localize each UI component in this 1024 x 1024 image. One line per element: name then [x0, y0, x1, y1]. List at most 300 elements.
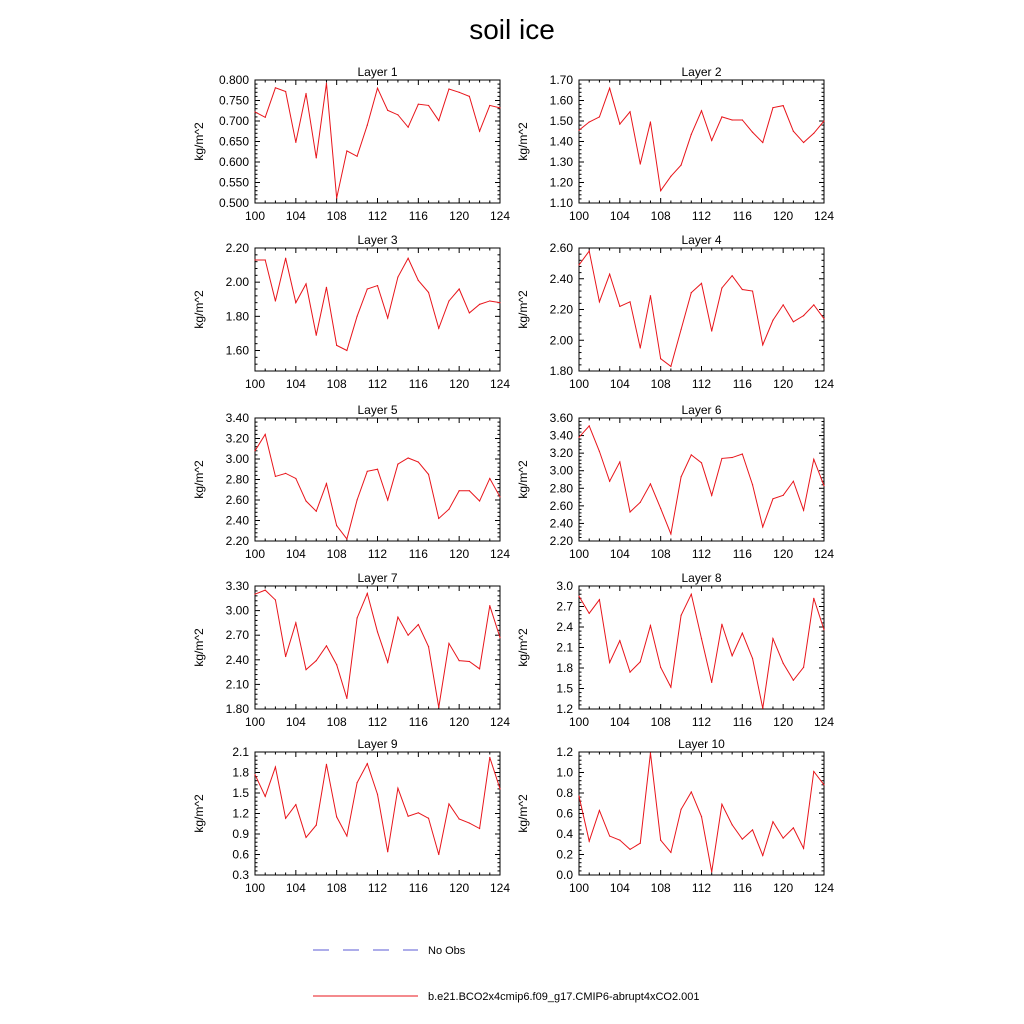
data-point [762, 708, 763, 709]
data-point [670, 687, 671, 688]
data-point [732, 655, 733, 656]
y-tick-label: 0.2 [556, 847, 573, 862]
data-point [742, 289, 743, 290]
x-tick-label: 104 [609, 715, 630, 729]
data-point [783, 105, 784, 106]
data-point [599, 810, 600, 811]
x-tick-label: 108 [650, 715, 671, 729]
data-point [254, 450, 255, 451]
x-tick-label: 124 [813, 377, 835, 391]
x-tick-label: 120 [449, 547, 470, 561]
data-point [275, 599, 276, 600]
data-point [428, 105, 429, 106]
data-point [721, 116, 722, 117]
plot-frame [255, 80, 500, 203]
data-point [438, 328, 439, 329]
data-point [783, 663, 784, 664]
data-point [742, 633, 743, 634]
x-tick-label: 120 [773, 547, 794, 561]
data-point [438, 707, 439, 708]
data-point [691, 594, 692, 595]
data-point [742, 119, 743, 120]
y-tick-label: 2.80 [549, 481, 573, 496]
data-point [793, 131, 794, 132]
data-point [479, 828, 480, 829]
x-tick-label: 100 [568, 881, 590, 895]
panel-layer-1 [192, 65, 510, 223]
data-point [265, 259, 266, 260]
data-point [367, 593, 368, 594]
y-tick-label: 2.40 [225, 652, 249, 667]
x-tick-label: 120 [773, 881, 794, 895]
data-point [599, 451, 600, 452]
y-tick-label: 1.2 [556, 745, 573, 759]
y-tick-label: 3.00 [225, 452, 249, 466]
data-point [772, 498, 773, 499]
data-point [609, 274, 610, 275]
data-point [823, 784, 824, 785]
data-point [599, 599, 600, 600]
data-point [629, 511, 630, 512]
data-point [459, 92, 460, 93]
data-point [275, 87, 276, 88]
data-point [619, 306, 620, 307]
data-point [316, 511, 317, 512]
data-point [387, 851, 388, 852]
data-point [428, 474, 429, 475]
y-axis-label: kg/m^2 [516, 122, 530, 161]
plot-frame [255, 418, 500, 541]
data-point [408, 816, 409, 817]
x-tick-label: 112 [691, 209, 712, 223]
data-point [305, 93, 306, 94]
data-point [316, 157, 317, 158]
panel-layer-3 [192, 233, 510, 391]
x-tick-label: 120 [449, 715, 470, 729]
data-point [803, 315, 804, 316]
y-tick-label: 3.20 [549, 446, 573, 461]
data-point [711, 330, 712, 331]
panel-layer-7 [192, 571, 510, 729]
data-point [670, 533, 671, 534]
x-tick-label: 116 [732, 547, 752, 561]
data-point [448, 803, 449, 804]
data-point [326, 83, 327, 84]
data-point [793, 481, 794, 482]
data-point [285, 818, 286, 819]
x-tick-label: 120 [449, 209, 470, 223]
y-tick-label: 2.1 [556, 640, 573, 655]
data-point [408, 127, 409, 128]
series-line-layer-1 [255, 83, 500, 198]
data-point [356, 316, 357, 317]
data-point [356, 156, 357, 157]
data-point [377, 631, 378, 632]
data-point [305, 500, 306, 501]
x-tick-label: 116 [408, 881, 428, 895]
data-point [813, 133, 814, 134]
data-point [721, 287, 722, 288]
data-point [367, 763, 368, 764]
data-point [752, 658, 753, 659]
data-point [275, 300, 276, 301]
y-axis-label: kg/m^2 [192, 794, 206, 833]
panel-title: Layer 7 [357, 571, 398, 585]
y-axis-label: kg/m^2 [192, 460, 206, 499]
y-tick-label: 3.0 [556, 579, 573, 593]
data-point [609, 662, 610, 663]
data-point [793, 680, 794, 681]
panel-layer-5 [192, 403, 510, 561]
data-point [387, 110, 388, 111]
data-point [813, 459, 814, 460]
data-point [691, 791, 692, 792]
x-tick-label: 112 [691, 715, 712, 729]
x-tick-label: 120 [449, 881, 470, 895]
data-point [701, 462, 702, 463]
x-tick-label: 116 [408, 377, 428, 391]
y-tick-label: 2.60 [549, 498, 573, 513]
y-tick-label: 1.2 [556, 702, 573, 716]
x-tick-label: 100 [568, 209, 590, 223]
panel-title: Layer 1 [357, 65, 398, 79]
y-tick-label: 2.7 [556, 599, 573, 614]
x-tick-label: 100 [244, 209, 266, 223]
data-point [489, 300, 490, 301]
data-point [803, 142, 804, 143]
panel-title: Layer 3 [357, 233, 398, 247]
x-tick-label: 100 [244, 715, 266, 729]
data-point [387, 317, 388, 318]
y-tick-label: 2.60 [225, 493, 249, 507]
y-tick-label: 0.800 [218, 73, 249, 87]
y-tick-label: 2.20 [225, 534, 249, 548]
y-tick-label: 1.2 [232, 806, 249, 821]
x-tick-label: 120 [449, 377, 470, 391]
data-point [823, 120, 824, 121]
legend-label-no-obs: No Obs [428, 945, 466, 957]
x-tick-label: 108 [650, 547, 671, 561]
data-point [629, 301, 630, 302]
x-tick-label: 116 [408, 715, 428, 729]
data-point [295, 142, 296, 143]
series-line-layer-5 [255, 434, 500, 539]
data-point [609, 835, 610, 836]
data-point [578, 264, 579, 265]
x-tick-label: 108 [326, 209, 347, 223]
panel-title: Layer 4 [681, 233, 722, 247]
y-tick-label: 1.70 [549, 73, 573, 87]
data-point [803, 667, 804, 668]
data-point [265, 117, 266, 118]
y-tick-label: 1.30 [549, 155, 573, 169]
y-tick-label: 1.80 [225, 309, 249, 324]
y-tick-label: 2.20 [549, 534, 573, 548]
y-axis-label: kg/m^2 [192, 122, 206, 161]
data-point [680, 476, 681, 477]
data-point [783, 838, 784, 839]
data-point [589, 613, 590, 614]
plot-frame [579, 752, 824, 875]
data-point [479, 500, 480, 501]
y-tick-label: 1.5 [556, 681, 573, 696]
panel-layer-6 [516, 403, 834, 561]
data-point [640, 163, 641, 164]
x-tick-label: 124 [489, 377, 511, 391]
data-point [813, 304, 814, 305]
data-point [499, 107, 500, 108]
data-point [752, 484, 753, 485]
x-tick-label: 116 [408, 209, 428, 223]
data-point [418, 280, 419, 281]
y-tick-label: 1.60 [225, 343, 249, 358]
x-tick-label: 104 [285, 715, 306, 729]
data-point [752, 290, 753, 291]
y-tick-label: 1.5 [232, 786, 249, 800]
panel-layer-2 [516, 65, 834, 223]
data-point [680, 615, 681, 616]
x-tick-label: 112 [367, 547, 388, 561]
series-line-layer-9 [255, 757, 500, 854]
data-point [418, 812, 419, 813]
data-point [438, 120, 439, 121]
panel-title: Layer 10 [678, 737, 725, 751]
x-tick-label: 116 [732, 209, 752, 223]
data-point [640, 843, 641, 844]
data-point [813, 771, 814, 772]
data-point [701, 110, 702, 111]
data-point [448, 643, 449, 644]
data-point [346, 835, 347, 836]
y-tick-label: 0.8 [556, 786, 573, 800]
y-tick-label: 0.3 [232, 868, 249, 882]
x-tick-label: 108 [650, 881, 671, 895]
data-point [387, 662, 388, 663]
data-point [813, 598, 814, 599]
y-tick-label: 1.60 [549, 93, 573, 108]
data-point [459, 660, 460, 661]
y-tick-label: 0.6 [556, 806, 573, 821]
x-tick-label: 100 [244, 881, 266, 895]
data-point [499, 302, 500, 303]
data-point [254, 594, 255, 595]
data-point [305, 283, 306, 284]
y-tick-label: 1.8 [232, 765, 249, 780]
data-point [660, 667, 661, 668]
data-point [578, 130, 579, 131]
x-tick-label: 116 [732, 715, 752, 729]
data-point [459, 818, 460, 819]
data-point [499, 788, 500, 789]
x-tick-label: 104 [609, 209, 630, 223]
data-point [629, 111, 630, 112]
legend-label-model: b.e21.BCO2x4cmip6.f09_g17.CMIP6-abrupt4xCO2.001 [428, 991, 700, 1003]
data-point [650, 752, 651, 753]
data-point [397, 276, 398, 277]
data-point [772, 638, 773, 639]
data-point [680, 809, 681, 810]
data-point [629, 672, 630, 673]
data-point [469, 822, 470, 823]
y-tick-label: 0.700 [218, 114, 249, 128]
data-point [336, 664, 337, 665]
data-point [469, 96, 470, 97]
data-point [295, 622, 296, 623]
data-point [265, 796, 266, 797]
x-tick-label: 108 [326, 715, 347, 729]
data-point [589, 250, 590, 251]
x-tick-label: 108 [650, 209, 671, 223]
series-line-layer-3 [255, 258, 500, 350]
x-tick-label: 116 [732, 881, 752, 895]
panel-title: Layer 2 [681, 65, 722, 79]
x-tick-label: 100 [244, 547, 266, 561]
y-tick-label: 3.20 [225, 431, 249, 446]
data-point [377, 285, 378, 286]
data-point [578, 437, 579, 438]
data-point [448, 88, 449, 89]
y-tick-label: 1.50 [549, 114, 573, 128]
data-point [285, 473, 286, 474]
data-point [691, 292, 692, 293]
data-point [640, 347, 641, 348]
x-tick-label: 120 [773, 715, 794, 729]
data-point [742, 453, 743, 454]
y-tick-label: 1.80 [549, 364, 573, 378]
data-point [459, 490, 460, 491]
y-tick-label: 0.550 [218, 175, 249, 190]
data-point [428, 292, 429, 293]
data-point [589, 841, 590, 842]
data-point [275, 476, 276, 477]
data-point [418, 624, 419, 625]
x-tick-label: 112 [691, 547, 712, 561]
data-point [589, 121, 590, 122]
x-tick-label: 104 [285, 547, 306, 561]
figure-title: soil ice [469, 14, 555, 45]
data-point [660, 508, 661, 509]
y-tick-label: 2.1 [232, 745, 249, 759]
data-point [752, 829, 753, 830]
x-tick-label: 108 [650, 377, 671, 391]
data-point [254, 111, 255, 112]
data-point [793, 321, 794, 322]
y-tick-label: 3.60 [549, 411, 573, 425]
data-point [670, 852, 671, 853]
data-point [336, 525, 337, 526]
data-point [316, 660, 317, 661]
data-point [367, 125, 368, 126]
data-point [326, 645, 327, 646]
x-tick-label: 112 [367, 881, 388, 895]
data-point [650, 295, 651, 296]
data-point [670, 176, 671, 177]
series-line-layer-10 [579, 753, 824, 872]
data-point [285, 656, 286, 657]
data-point [499, 637, 500, 638]
x-tick-label: 108 [326, 881, 347, 895]
panel-layer-4 [516, 233, 834, 391]
y-tick-label: 2.40 [549, 271, 573, 286]
data-point [367, 471, 368, 472]
plot-frame [255, 752, 500, 875]
data-point [823, 485, 824, 486]
data-point [336, 197, 337, 198]
data-point [469, 661, 470, 662]
data-point [356, 782, 357, 783]
data-point [275, 766, 276, 767]
data-point [721, 458, 722, 459]
data-point [711, 495, 712, 496]
data-point [336, 816, 337, 817]
data-point [397, 464, 398, 465]
x-tick-label: 100 [568, 377, 590, 391]
y-tick-label: 2.20 [225, 241, 249, 255]
data-point [762, 142, 763, 143]
data-point [408, 635, 409, 636]
x-tick-label: 120 [773, 209, 794, 223]
y-axis-label: kg/m^2 [516, 290, 530, 329]
data-point [408, 258, 409, 259]
panel-title: Layer 6 [681, 403, 722, 417]
data-point [346, 538, 347, 539]
data-point [489, 105, 490, 106]
panel-layer-10 [516, 737, 834, 895]
x-tick-label: 112 [367, 377, 388, 391]
y-tick-label: 2.80 [225, 472, 249, 487]
data-point [680, 329, 681, 330]
x-tick-label: 104 [609, 881, 630, 895]
data-point [489, 757, 490, 758]
data-point [619, 840, 620, 841]
x-tick-label: 124 [489, 209, 511, 223]
x-tick-label: 112 [691, 377, 712, 391]
data-point [254, 774, 255, 775]
data-point [295, 804, 296, 805]
x-tick-label: 124 [489, 547, 511, 561]
data-point [670, 366, 671, 367]
data-point [316, 825, 317, 826]
data-point [762, 855, 763, 856]
panel-title: Layer 9 [357, 737, 398, 751]
y-tick-label: 1.20 [549, 175, 573, 190]
data-point [742, 839, 743, 840]
y-tick-label: 0.650 [218, 134, 249, 149]
y-tick-label: 0.4 [556, 827, 573, 841]
data-point [459, 288, 460, 289]
x-tick-label: 100 [568, 715, 590, 729]
data-point [397, 788, 398, 789]
legend [313, 945, 700, 1003]
data-point [721, 804, 722, 805]
y-tick-label: 0.500 [218, 196, 249, 210]
data-point [428, 818, 429, 819]
x-tick-label: 124 [813, 881, 835, 895]
plot-frame [255, 586, 500, 709]
y-tick-label: 1.8 [556, 661, 573, 675]
y-tick-label: 3.40 [549, 428, 573, 443]
data-point [356, 499, 357, 500]
data-point [772, 107, 773, 108]
data-point [691, 134, 692, 135]
data-point [619, 640, 620, 641]
y-tick-label: 3.00 [225, 603, 249, 618]
data-point [803, 848, 804, 849]
plot-frame [579, 586, 824, 709]
data-point [408, 457, 409, 458]
y-tick-label: 3.00 [549, 463, 573, 478]
data-point [346, 350, 347, 351]
